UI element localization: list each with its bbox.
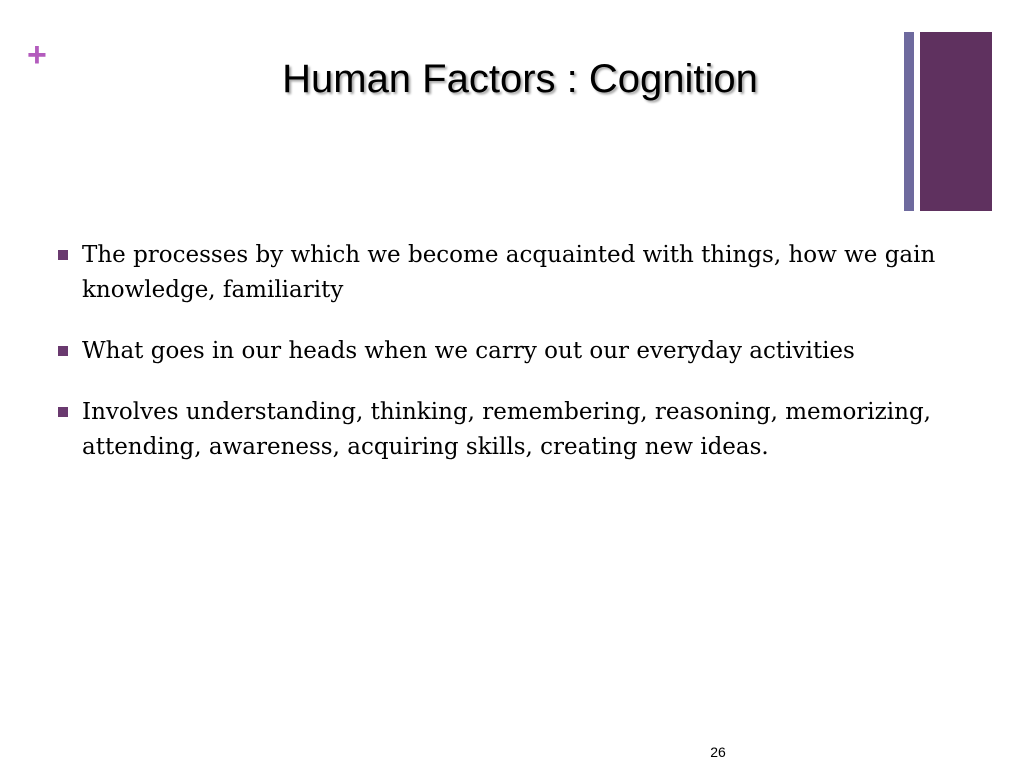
bullet-item [58,334,988,369]
bullet-text: Involves understanding, thinking, remembering, reasoning, memorizing, attending, awareness, acquiring skills, creating new ideas. [82,399,931,460]
plus-icon: + [27,36,47,74]
bullet-item [58,395,988,465]
square-bullet-icon [58,407,68,417]
bullet-text: What goes in our heads when we carry out our everyday activities [82,338,855,364]
accent-stripe-block [920,32,992,211]
slide-number: 26 [710,744,726,760]
square-bullet-icon [58,346,68,356]
slide-title: Human Factors : Cognition [282,57,758,101]
bullet-item [58,238,988,308]
bullet-list [58,238,988,491]
square-bullet-icon [58,250,68,260]
bullet-text: The processes by which we become acquainted with things, how we gain knowledge, familiarity [82,242,936,303]
accent-stripe-thin [904,32,914,211]
